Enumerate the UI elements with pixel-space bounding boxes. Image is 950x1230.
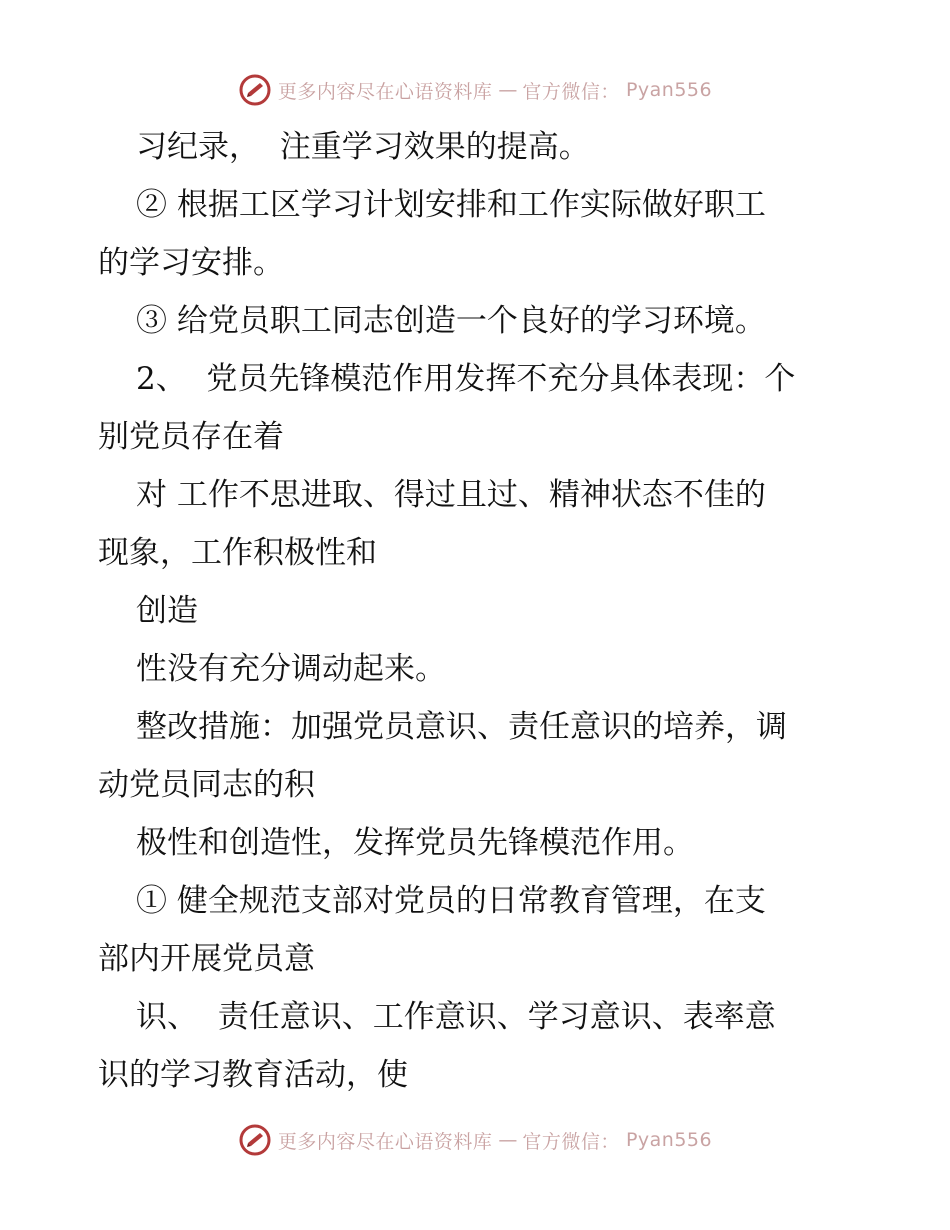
watermark-brand: 更多内容尽在心语资料库 [277,1130,493,1153]
paragraph-line: 识、 责任意识、工作意识、学习意识、表率意 [136,999,776,1035]
paragraph-line: 的学习安排。 [98,245,284,281]
document-body [98,118,858,1104]
paragraph-line: 创造 [136,593,198,629]
paragraph-line: 整改措施：加强党员意识、责任意识的培养，调 [136,709,787,745]
paragraph-line: ② 根据工区学习计划安排和工作实际做好职工 [136,187,766,223]
paragraph-line: 动党员同志的积 [98,767,315,803]
paragraph-line: ① 健全规范支部对党员的日常教育管理，在支 [136,883,766,919]
paragraph-line: 习纪录， 注重学习效果的提高。 [136,129,590,165]
watermark-separator: — [498,79,517,101]
brand-logo-icon [238,1123,272,1157]
paragraph-line: 部内开展党员意 [98,941,315,977]
paragraph-line: 对 工作不思进取、得过且过、精神状态不佳的 [136,477,766,513]
paragraph-line: 性没有充分调动起来。 [136,651,446,687]
watermark-account-label: 官方微信： [522,80,620,103]
brand-logo-icon [238,73,272,107]
watermark-separator: — [498,1129,517,1151]
paragraph-line: 识的学习教育活动，使 [98,1057,408,1093]
watermark-header [0,70,950,110]
watermark-brand: 更多内容尽在心语资料库 [277,80,493,103]
paragraph-line: 极性和创造性，发挥党员先锋模范作用。 [136,825,694,861]
watermark-account-id: Pyan556 [625,1129,713,1151]
paragraph-line: ③ 给党员职工同志创造一个良好的学习环境。 [136,303,766,339]
watermark-footer [0,1120,950,1160]
paragraph-line: 现象，工作积极性和 [98,535,377,571]
watermark-account-label: 官方微信： [522,1130,620,1153]
watermark-account-id: Pyan556 [625,79,713,101]
paragraph-line: 2、 党员先锋模范作用发挥不充分具体表现：个 [136,361,796,397]
paragraph-line: 别党员存在着 [98,419,284,455]
